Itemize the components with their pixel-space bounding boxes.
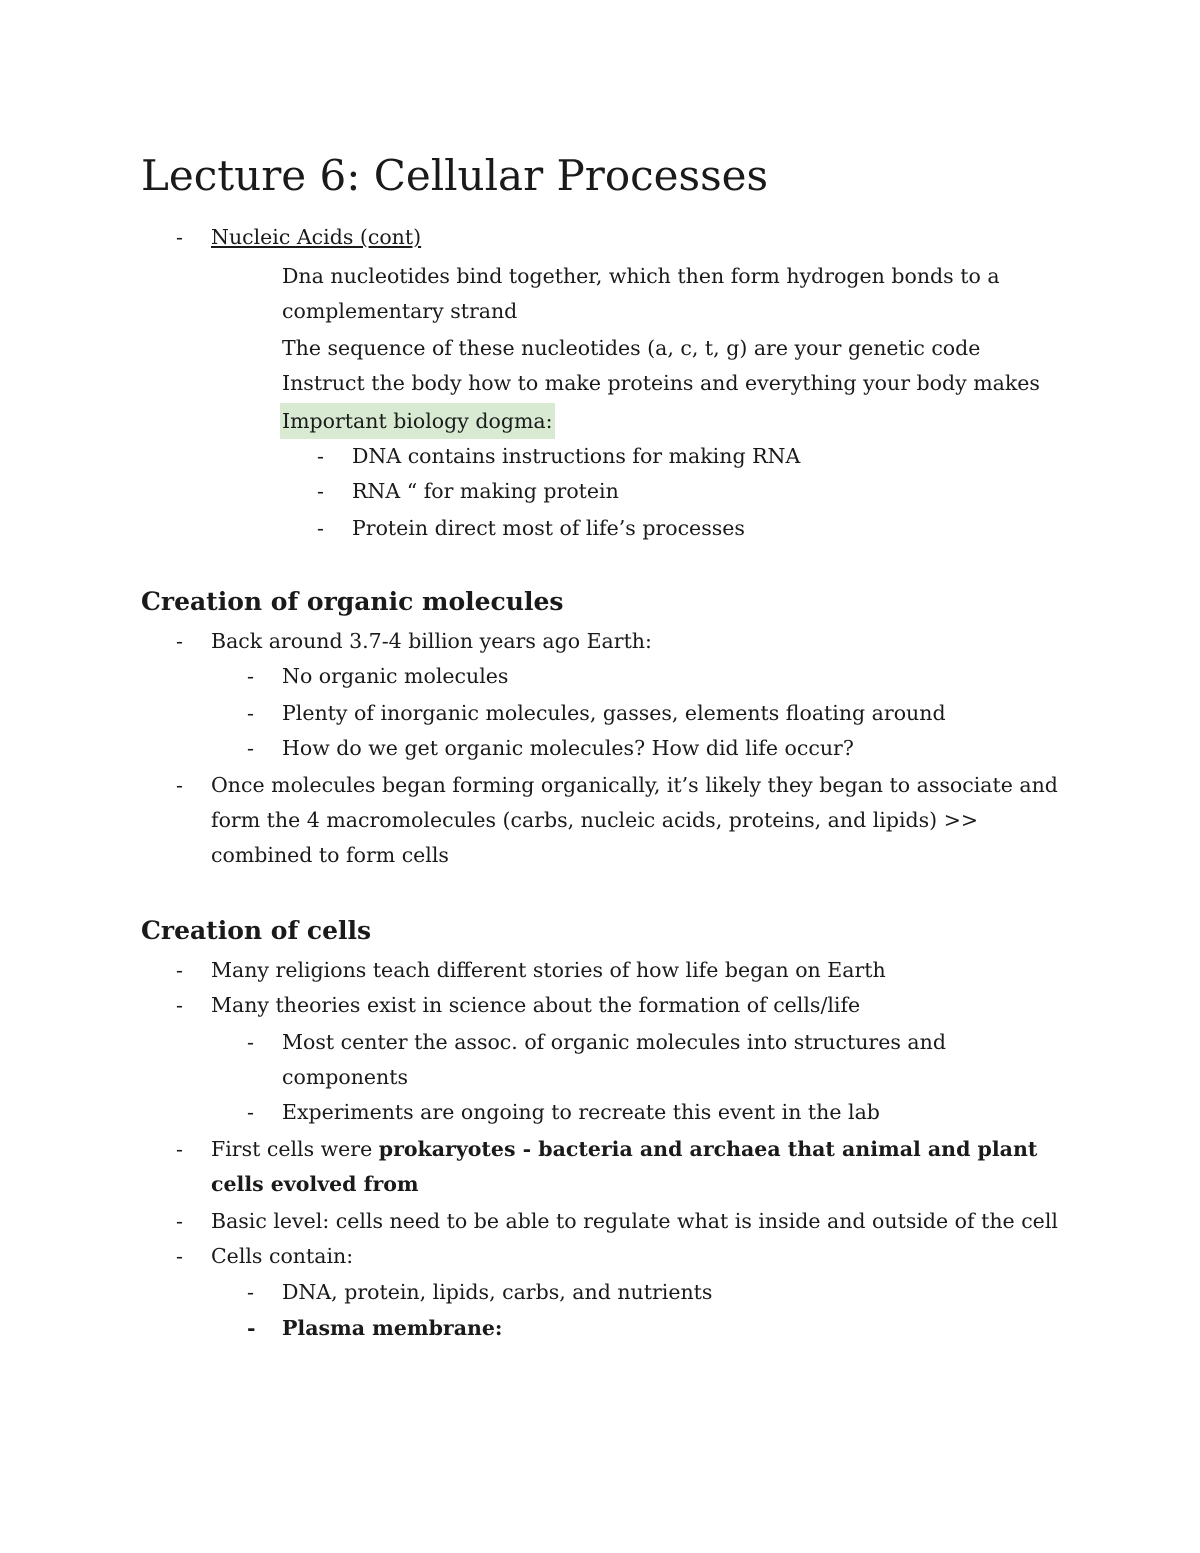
bullet-dash: - <box>176 993 183 1017</box>
bullet-dash: - <box>176 1244 183 1268</box>
list-item-plain-text: First cells were <box>211 1137 379 1161</box>
dogma-item: RNA “ for making protein <box>352 479 619 503</box>
list-item: Many theories exist in science about the formation of cells/life <box>211 993 861 1017</box>
bullet-dash: - <box>247 1030 254 1054</box>
text-line: Dna nucleotides bind together, which then form hydrogen bonds to a <box>282 264 1000 288</box>
topic-nucleic-acids: Nucleic Acids (cont) <box>211 225 422 249</box>
bold-text-continuation: cells evolved from <box>211 1172 419 1196</box>
bold-text: prokaryotes - bacteria and archaea that animal and plant <box>378 1137 1038 1161</box>
sub-list-item-bold: Plasma membrane: <box>282 1316 503 1340</box>
bullet-dash: - <box>317 479 324 503</box>
list-item: Cells contain: <box>211 1244 354 1268</box>
list-item-continuation: combined to form cells <box>211 843 449 867</box>
bullet-dash: - <box>176 629 183 653</box>
bullet-dash: - <box>176 225 183 249</box>
bullet-dash: - <box>176 1137 183 1161</box>
bullet-dash: - <box>317 444 324 468</box>
bullet-dash: - <box>247 1316 256 1340</box>
list-item: Basic level: cells need to be able to regulate what is inside and outside of the cell <box>211 1209 1058 1233</box>
bullet-dash: - <box>247 736 254 760</box>
sub-list-item: Most center the assoc. of organic molecules into structures and <box>282 1030 946 1054</box>
section-heading: Creation of organic molecules <box>141 587 564 616</box>
dogma-item: Protein direct most of life’s processes <box>352 516 745 540</box>
bullet-dash: - <box>176 773 183 797</box>
list-item <box>211 1132 1037 1166</box>
sub-list-item: DNA, protein, lipids, carbs, and nutrients <box>282 1280 713 1304</box>
bullet-dash: - <box>247 1280 254 1304</box>
text-line: The sequence of these nucleotides (a, c, t, g) are your genetic code <box>282 336 981 360</box>
list-item-continuation: form the 4 macromolecules (carbs, nucleic acids, proteins, and lipids) >> <box>211 808 979 832</box>
list-item: Many religions teach different stories of how life began on Earth <box>211 958 886 982</box>
page-title: Lecture 6: Cellular Processes <box>141 151 769 200</box>
sub-list-item: No organic molecules <box>282 664 509 688</box>
text-line: complementary strand <box>282 299 518 323</box>
sub-list-item: How do we get organic molecules? How did life occur? <box>282 736 854 760</box>
bullet-dash: - <box>176 958 183 982</box>
highlighted-dogma-label: Important biology dogma: <box>280 403 555 439</box>
bullet-dash: - <box>317 516 324 540</box>
sub-list-item: Experiments are ongoing to recreate this event in the lab <box>282 1100 880 1124</box>
bullet-dash: - <box>247 1100 254 1124</box>
bullet-dash: - <box>247 664 254 688</box>
section-heading: Creation of cells <box>141 916 372 945</box>
sub-list-item: Plenty of inorganic molecules, gasses, elements floating around <box>282 701 946 725</box>
text-line: Instruct the body how to make proteins and everything your body makes <box>282 371 1040 395</box>
dogma-item: DNA contains instructions for making RNA <box>352 444 801 468</box>
bullet-dash: - <box>176 1209 183 1233</box>
list-item: Once molecules began forming organically, it’s likely they began to associate and <box>211 773 1058 797</box>
bullet-dash: - <box>247 701 254 725</box>
list-item: Back around 3.7-4 billion years ago Earth: <box>211 629 652 653</box>
sub-list-item-continuation: components <box>282 1065 409 1089</box>
